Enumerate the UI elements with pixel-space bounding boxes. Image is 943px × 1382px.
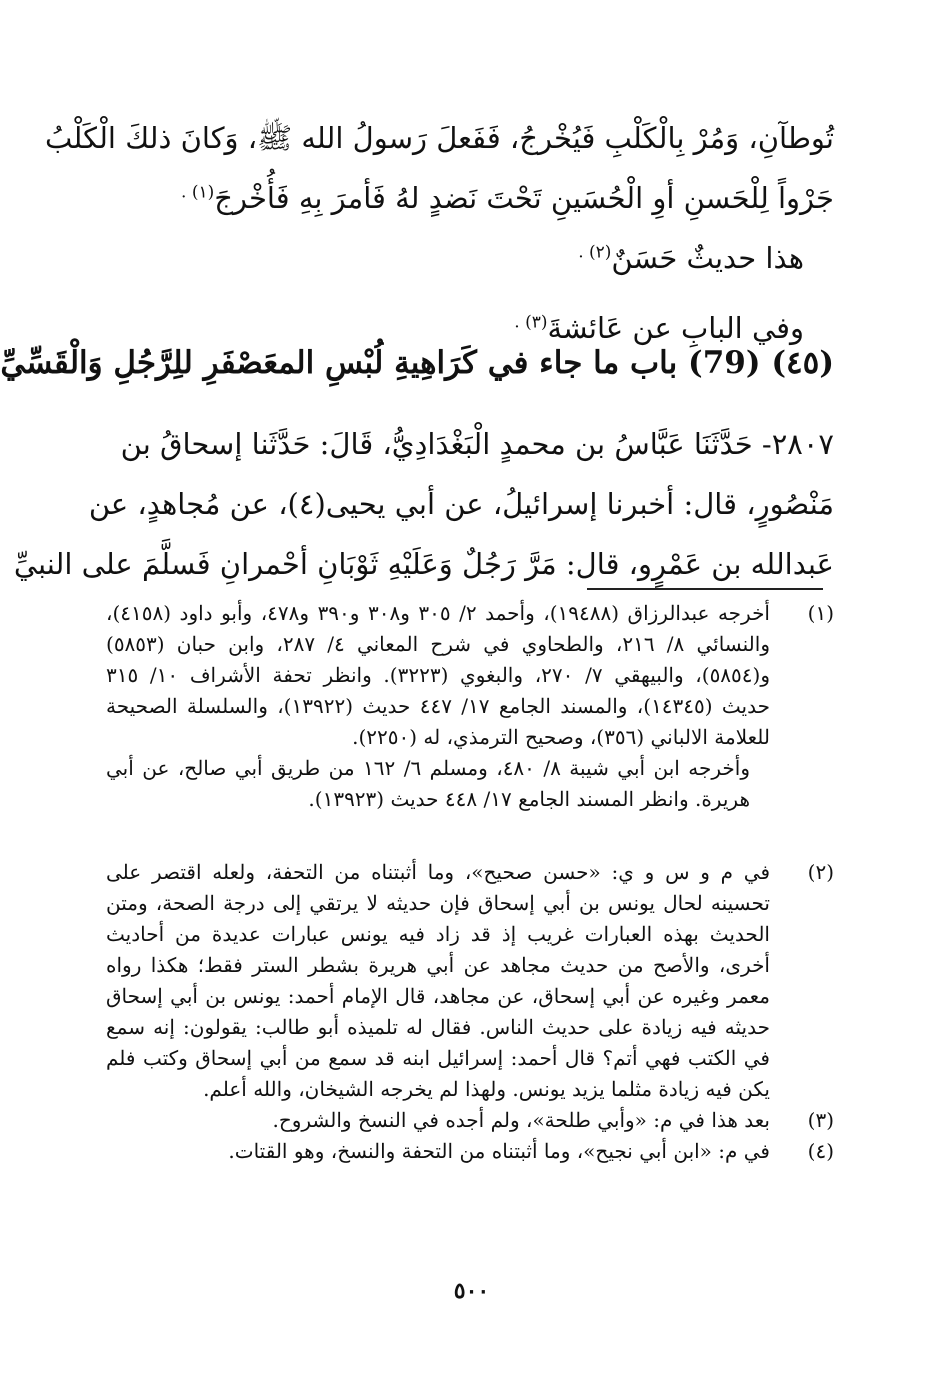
footnotes [106, 598, 834, 815]
text-line: مَنْصُورٍ، قال: أخبرنا إسرائيلُ، عن أبي يحيى(٤)، عن مُجاهدٍ، عن [88, 487, 834, 521]
footnote-text: في م و س و ي: «حسن صحيح»، وما أثبتناه من التحفة، ولعله اقتصر على تحسينه لحال يونس بن أبي إسحاق فإن حديثه لا يرتقي إلى درجة الصحة، ومتن الحديث بهذه العبارات غريب إذ قد زاد فيه يونس عبارات عديدة من أحاديث أخرى، والأصح من حديث مجاهد عن أبي هريرة بشطر الستر فقط؛ هكذا رواه معمر وغيره عن أبي إسحاق، عن مجاهد، قال الإمام أحمد: يونس بن أبي إسحاق حديثه فيه زيادة على حديث الناس. فقال له تلميذه أبو طالب: يقولون: إنه سمع في الكتب فهي أتم؟ قال أحمد: إسرائيل ابنه قد سمع من أبي إسحاق وكتب فلم يكن فيه زيادة مثلما يزيد يونس. ولهذا لم يخرجه الشيخان، والله أعلم. [106, 860, 770, 1101]
text-line: هذا حديثٌ حَسَنٌ$^{(٢) .}$ [578, 241, 804, 275]
chapter-heading: (٤٥) (79) باب ما جاء في كَرَاهِيةِ لُبْسِ المعَصْفَرِ للِرَّجُلِ وَالْقَسِّيِّ [0, 345, 834, 381]
footnote-number: (٣) [807, 1108, 834, 1132]
footnote-ref: (٣) . [514, 312, 548, 333]
footnote-2 [106, 857, 834, 1105]
text-line: وفي البابِ عن عَائشةَ$^{(٣) .}$ [514, 311, 804, 345]
footnote-text: أخرجه عبدالرزاق (١٩٤٨٨)، وأحمد ٢/ ٣٠٥ و٣٠٨ و٣٩٠ و٤٧٨، وأبو داود (٤١٥٨)، والنسائي ٨/ ٢١٦، والطحاوي في شرح المعاني ٤/ ٢٨٧، وابن حبان (٥٨٥٣) و(٥٨٥٤)، والبيهقي ٧/ ٢٧٠، والبغوي (٣٢٢٣). وانظر تحفة الأشراف ١٠/ ٣١٥ حديث (١٤٣٤٥)، والمسند الجامع ١٧/ ٤٤٧ حديث (١٣٩٢٢)، والسلسلة الصحيحة للعلامة الالباني (٣٥٦)، وصحيح الترمذي، له (٢٢٥٠). [106, 601, 770, 749]
footnote-number: (١) [807, 601, 834, 625]
footnote-separator [587, 588, 823, 590]
footnotes-2 [106, 857, 834, 1167]
text-line: جَرْواً لِلْحَسنِ أوِ الْحُسَينِ تَحْتَ نَضدٍ لهُ فَأمرَ بِهِ فَأُخْرجَ$^{(١) .}$ [181, 181, 834, 215]
main-text-top [45, 108, 834, 358]
footnote-ref: (٢) . [578, 242, 612, 263]
footnote-ref: (١) . [181, 182, 215, 203]
footnote-1 [106, 598, 834, 753]
text-line: ٢٨٠٧- حَدَّثَنَا عَبَّاسُ بن محمدٍ الْبَغْدَادِيُّ، قَالَ: حَدَّثَنا إسحاقُ بن [120, 427, 834, 461]
footnote-4 [106, 1136, 834, 1167]
footnote-number: (٢) [807, 860, 834, 884]
footnote-1-continuation: وأخرجه ابن أبي شيبة ٨/ ٤٨٠، ومسلم ٦/ ١٦٢ من طريق أبي صالح، عن أبي هريرة. وانظر المسند الجامع ١٧/ ٤٤٨ حديث (١٣٩٢٣). [106, 756, 750, 811]
footnote-number: (٤) [807, 1139, 834, 1163]
text-line: تُوطآنِ، وَمُرْ بِالْكَلْبِ فَيُخْرجُ، فَفَعلَ رَسولُ الله ﷺ، وَكانَ ذلكَ الْكَلْبُ [45, 121, 834, 155]
footnote-text: في م: «ابن أبي نجيح»، وما أثبتناه من التحفة والنسخ، وهو القتات. [228, 1139, 770, 1163]
hadith-text [13, 414, 834, 594]
footnote-text: بعد هذا في م: «وأبي طلحة»، ولم أجده في النسخ والشروح. [272, 1108, 770, 1132]
footnote-3 [106, 1105, 834, 1136]
page-number: ٥٠٠ [453, 1278, 490, 1304]
text-line: عَبدالله بن عَمْرٍو، قال: مَرَّ رَجُلٌ وَعَلَيْهِ ثَوْبَانِ أحْمرانِ فَسلَّمَ على النبيِّ [13, 547, 834, 581]
